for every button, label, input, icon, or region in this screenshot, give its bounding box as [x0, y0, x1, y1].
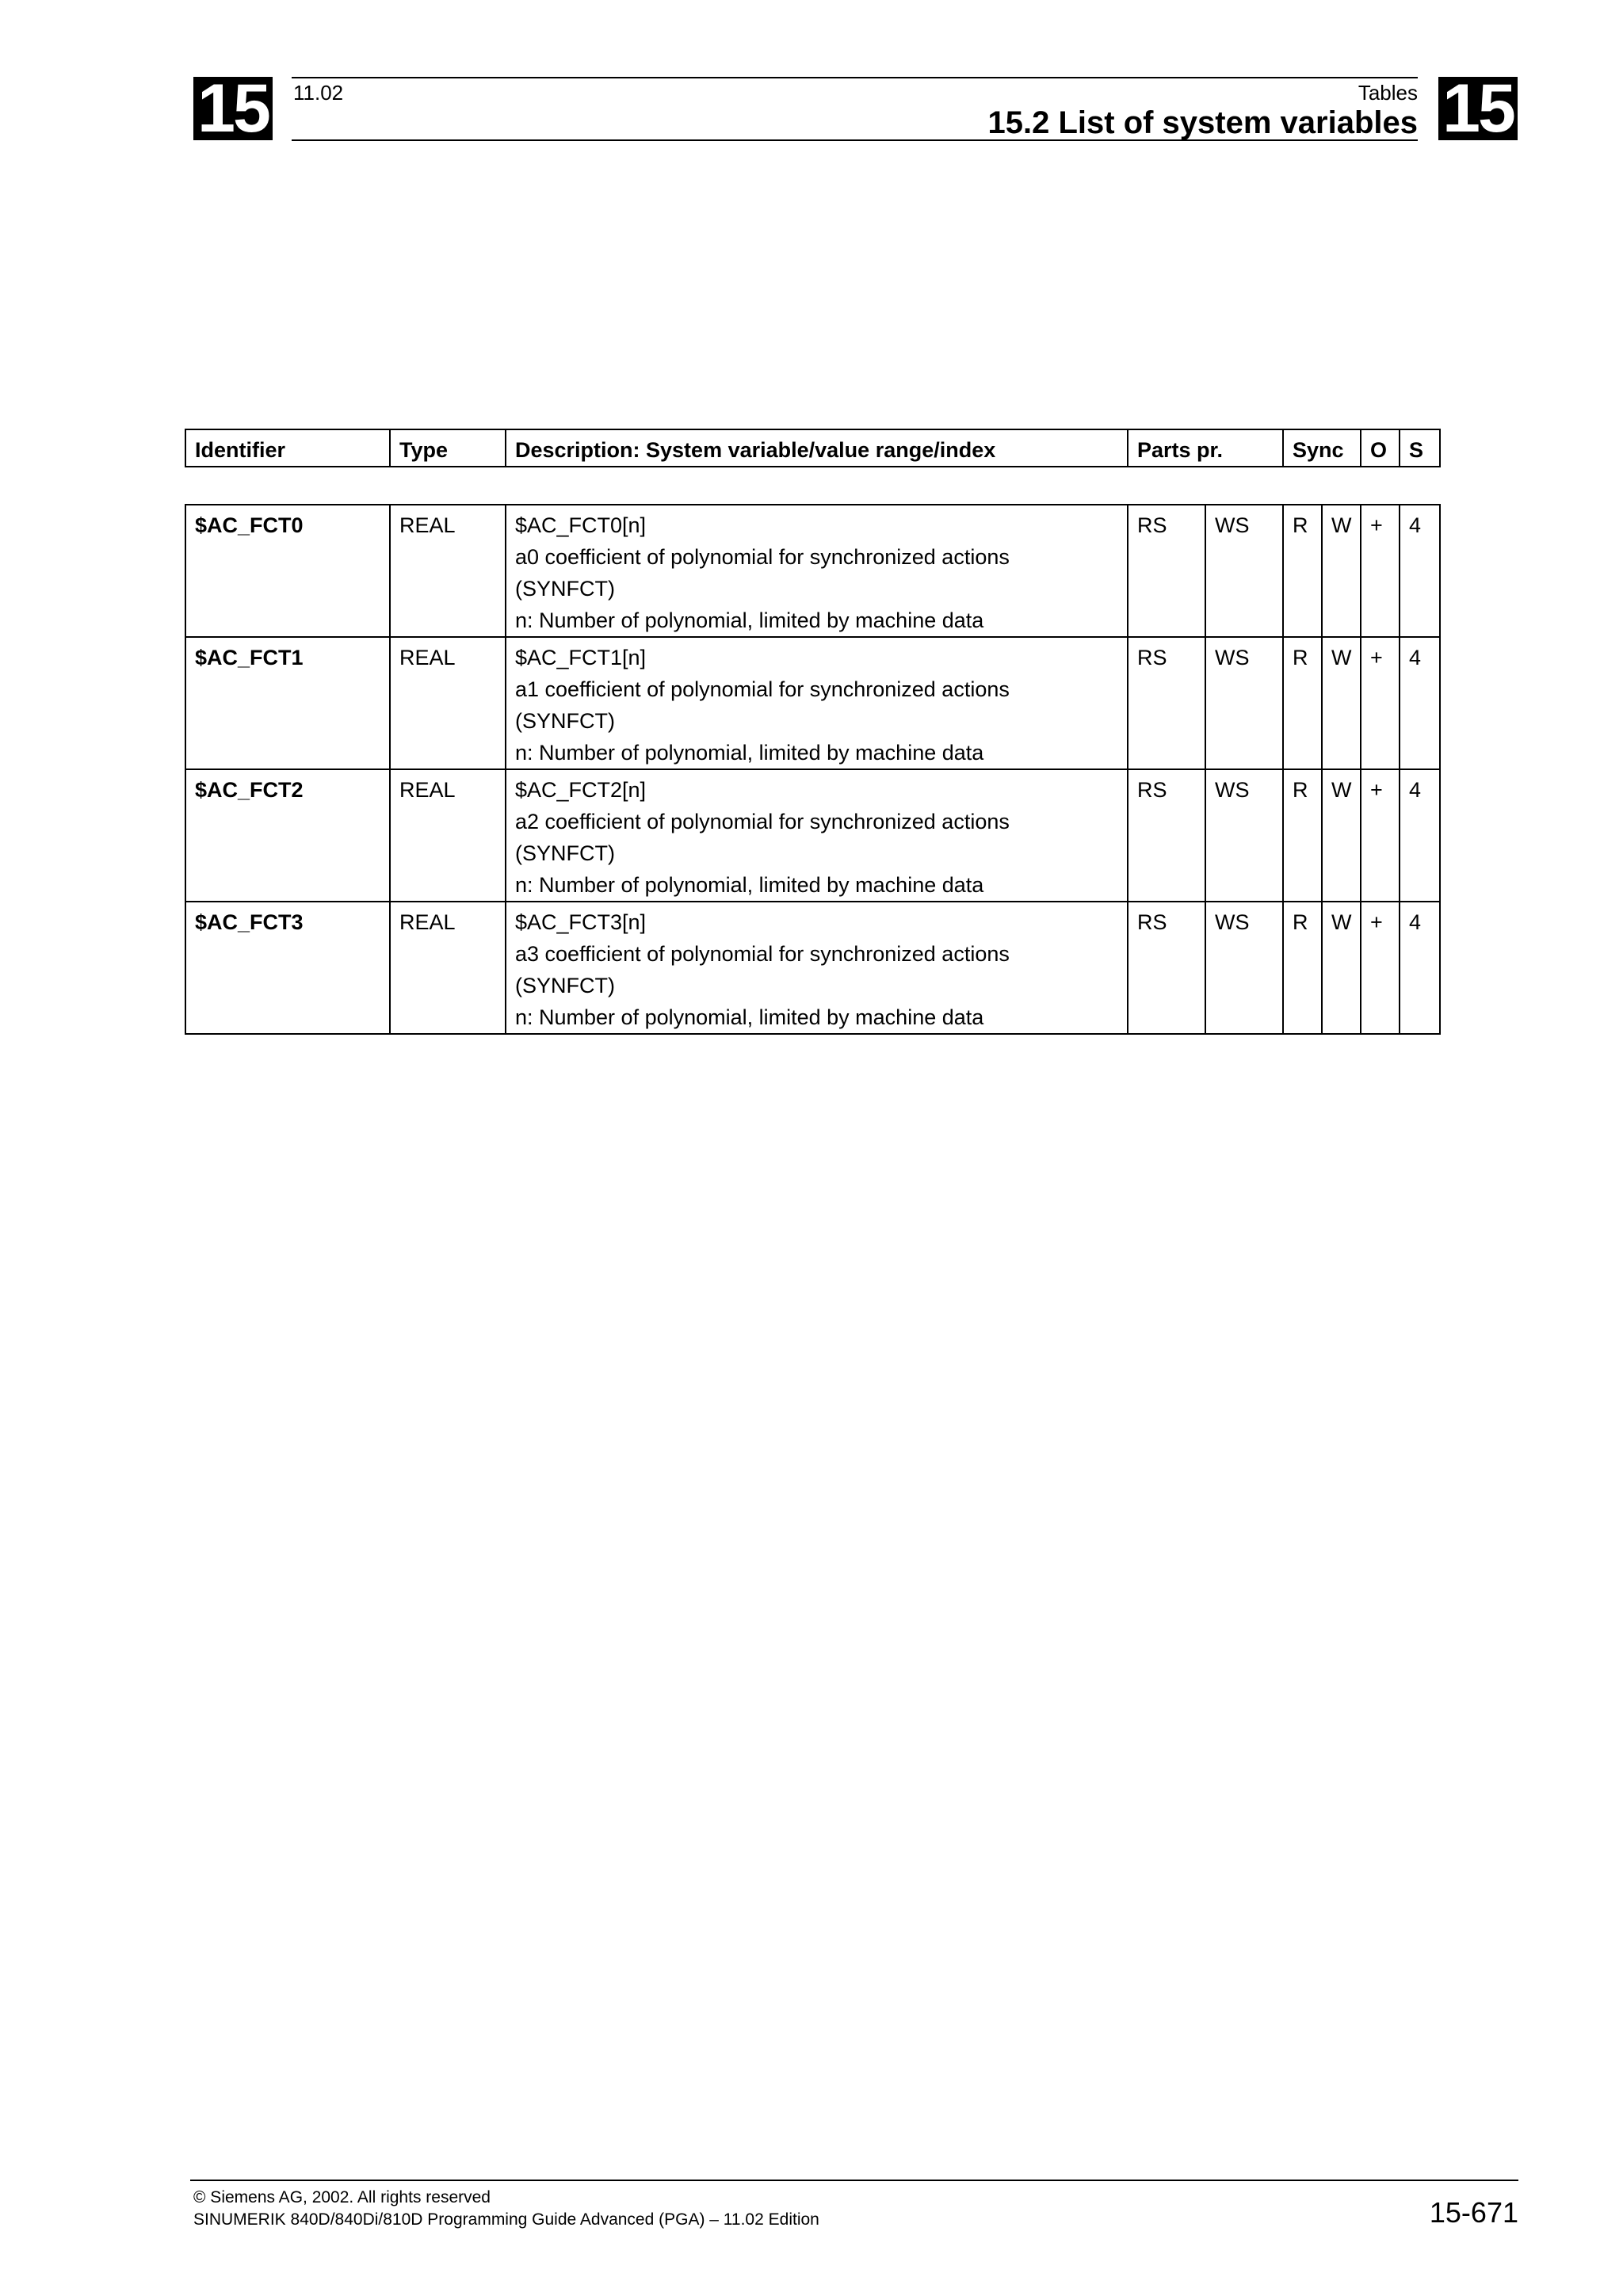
sync-write-cell: W: [1322, 902, 1361, 1034]
description-variable: $AC_FCT0[n]: [515, 513, 647, 537]
type-cell: REAL: [390, 902, 506, 1034]
column-header-table: [185, 429, 1441, 467]
description-cell: [506, 637, 1128, 769]
column-header-o: O: [1361, 429, 1400, 467]
type-cell: REAL: [390, 769, 506, 902]
column-header-parts-pr: Parts pr.: [1128, 429, 1283, 467]
column-header-s: S: [1400, 429, 1440, 467]
table-row: [185, 505, 1440, 637]
parts-pr-write-cell: WS: [1205, 769, 1283, 902]
chapter-number-left: 15: [193, 77, 273, 140]
description-text: (SYNFCT): [515, 709, 615, 733]
column-header-row: [185, 429, 1440, 467]
table-row: [185, 637, 1440, 769]
table-row: [185, 769, 1440, 902]
description-index: n: Number of polynomial, limited by machine data: [515, 1005, 984, 1029]
parts-pr-write-cell: WS: [1205, 505, 1283, 637]
system-variables-table: [185, 504, 1441, 1035]
description-text: (SYNFCT): [515, 841, 615, 865]
description-cell: [506, 769, 1128, 902]
sync-read-cell: R: [1283, 902, 1322, 1034]
description-variable: $AC_FCT3[n]: [515, 910, 647, 934]
column-header-type: Type: [390, 429, 506, 467]
parts-pr-read-cell: RS: [1128, 637, 1205, 769]
footer-rule: [190, 2180, 1518, 2181]
s-cell: 4: [1400, 505, 1440, 637]
o-cell: +: [1361, 769, 1400, 902]
description-variable: $AC_FCT1[n]: [515, 646, 647, 669]
identifier-cell: $AC_FCT3: [185, 902, 390, 1034]
description-text: (SYNFCT): [515, 577, 615, 601]
identifier-cell: $AC_FCT1: [185, 637, 390, 769]
type-cell: REAL: [390, 637, 506, 769]
description-index: n: Number of polynomial, limited by machine data: [515, 741, 984, 765]
description-text: a0 coefficient of polynomial for synchronized actions: [515, 545, 1010, 569]
o-cell: +: [1361, 505, 1400, 637]
sync-read-cell: R: [1283, 769, 1322, 902]
description-text: (SYNFCT): [515, 974, 615, 997]
description-index: n: Number of polynomial, limited by machine data: [515, 608, 984, 632]
parts-pr-write-cell: WS: [1205, 902, 1283, 1034]
description-text: a3 coefficient of polynomial for synchronized actions: [515, 942, 1010, 966]
column-header-description: Description: System variable/value range/index: [506, 429, 1128, 467]
sync-write-cell: W: [1322, 505, 1361, 637]
page-title: 15.2 List of system variables: [987, 105, 1418, 140]
sync-read-cell: R: [1283, 505, 1322, 637]
footer-edition: SINUMERIK 840D/840Di/810D Programming Guide Advanced (PGA) – 11.02 Edition: [193, 2210, 819, 2229]
o-cell: +: [1361, 637, 1400, 769]
header-rule-bottom: [292, 139, 1418, 141]
type-cell: REAL: [390, 505, 506, 637]
s-cell: 4: [1400, 769, 1440, 902]
identifier-cell: $AC_FCT2: [185, 769, 390, 902]
column-header-identifier: Identifier: [185, 429, 390, 467]
o-cell: +: [1361, 902, 1400, 1034]
parts-pr-read-cell: RS: [1128, 902, 1205, 1034]
header-date: 11.02: [293, 81, 344, 105]
parts-pr-write-cell: WS: [1205, 637, 1283, 769]
column-header-sync: Sync: [1283, 429, 1361, 467]
sync-read-cell: R: [1283, 637, 1322, 769]
identifier-cell: $AC_FCT0: [185, 505, 390, 637]
footer-copyright: © Siemens AG, 2002. All rights reserved: [193, 2188, 491, 2206]
page-number: 15-671: [1429, 2196, 1518, 2229]
chapter-number-right: 15: [1438, 77, 1518, 140]
table-row: [185, 902, 1440, 1034]
header-rule-top: [292, 77, 1418, 78]
s-cell: 4: [1400, 637, 1440, 769]
description-cell: [506, 505, 1128, 637]
description-variable: $AC_FCT2[n]: [515, 778, 647, 802]
sync-write-cell: W: [1322, 769, 1361, 902]
description-text: a1 coefficient of polynomial for synchronized actions: [515, 677, 1010, 701]
header-section: Tables: [1358, 81, 1418, 105]
parts-pr-read-cell: RS: [1128, 769, 1205, 902]
s-cell: 4: [1400, 902, 1440, 1034]
description-text: a2 coefficient of polynomial for synchronized actions: [515, 810, 1010, 833]
parts-pr-read-cell: RS: [1128, 505, 1205, 637]
description-index: n: Number of polynomial, limited by machine data: [515, 873, 984, 897]
description-cell: [506, 902, 1128, 1034]
sync-write-cell: W: [1322, 637, 1361, 769]
